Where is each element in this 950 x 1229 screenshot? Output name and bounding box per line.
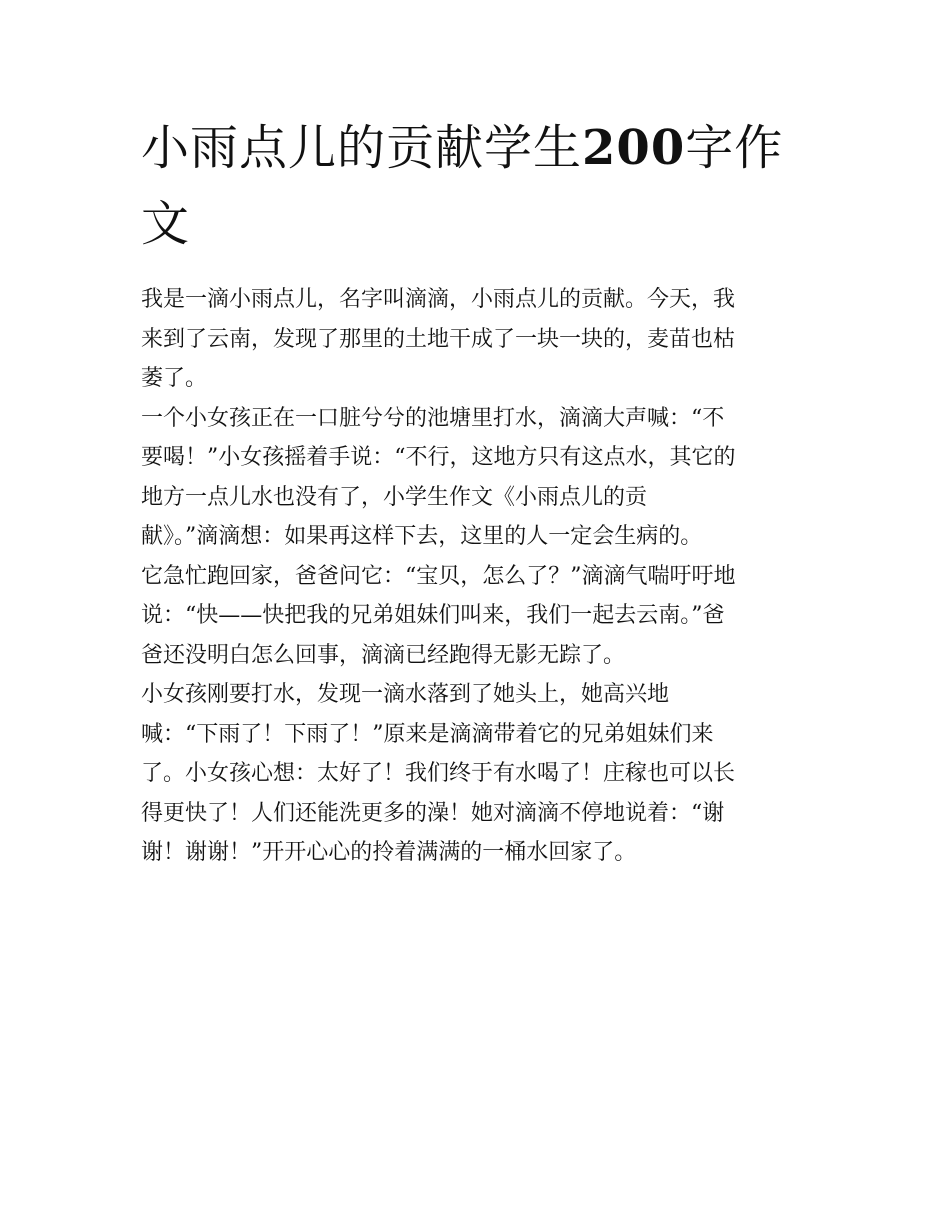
body-line: 喊：“下雨了！下雨了！”原来是滴滴带着它的兄弟姐妹们来 — [141, 721, 714, 747]
body-line: 谢！谢谢！”开开心心的拎着满满的一桶水回家了。 — [141, 840, 637, 865]
document-body — [141, 280, 817, 873]
title-number: 200 — [582, 120, 686, 176]
body-line: 献》。”滴滴想：如果再这样下去，这里的人一定会生病的。 — [141, 524, 703, 549]
body-line: 地方一点儿水也没有了，小学生作文《小雨点儿的贡 — [141, 484, 648, 510]
title-text-line2: 文 — [141, 196, 191, 252]
body-line: 说：“快——快把我的兄弟姐妹们叫来，我们一起去云南。”爸 — [141, 603, 725, 628]
body-line: 萎了。 — [141, 366, 208, 391]
body-line: 它急忙跑回家，爸爸问它：“宝贝，怎么了？”滴滴气喘吁吁地 — [141, 563, 736, 589]
body-line: 要喝！”小女孩摇着手说：“不行，这地方只有这点水，其它的 — [141, 445, 736, 470]
document-title — [141, 110, 821, 262]
body-line: 我是一滴小雨点儿，名字叫滴滴，小雨点儿的贡献。今天，我 — [141, 287, 736, 312]
title-text-part1: 小雨点儿的贡献学生 — [141, 120, 583, 176]
body-line: 得更快了！人们还能洗更多的澡！她对滴滴不停地说着：“谢 — [141, 800, 725, 826]
title-text-part2: 字作 — [685, 120, 784, 176]
body-line: 爸还没明白怎么回事，滴滴已经跑得无影无踪了。 — [141, 642, 626, 668]
body-line: 小女孩刚要打水，发现一滴水落到了她头上，她高兴地 — [141, 682, 670, 707]
body-line: 了。小女孩心想：太好了！我们终于有水喝了！庄稼也可以长 — [141, 761, 736, 786]
body-line: 一个小女孩正在一口脏兮兮的池塘里打水，滴滴大声喊：“不 — [141, 405, 725, 431]
body-line: 来到了云南，发现了那里的土地干成了一块一块的，麦苗也枯 — [141, 326, 736, 352]
